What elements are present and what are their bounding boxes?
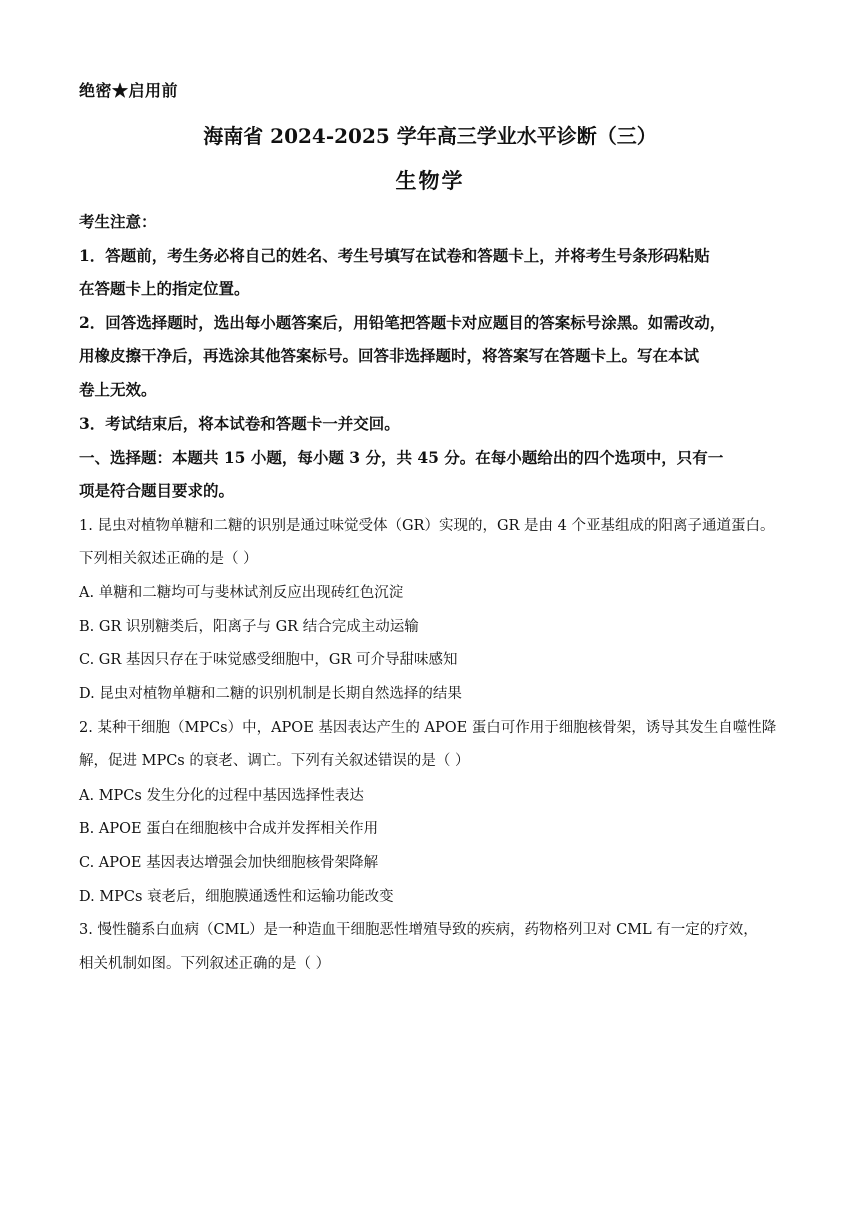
confidential-label: 绝密★启用前	[79, 81, 179, 100]
notice-item-2-line-3: 卷上无效。	[79, 380, 157, 399]
question-1-option-a: A. 单糖和二糖均可与斐林试剂反应出现砖红色沉淀	[79, 585, 404, 601]
question-3-stem-line-1: 3. 慢性髓系白血病（CML）是一种造血干细胞恶性增殖导致的疾病，药物格列卫对 CML 有一定的疗效，	[79, 922, 758, 938]
exam-title: 海南省 2024-2025 学年高三学业水平诊断（三）	[203, 124, 657, 148]
question-1-stem-line-1: 1. 昆虫对植物单糖和二糖的识别是通过味觉受体（GR）实现的，GR 是由 4 个亚基组成的阳离子通道蛋白。	[79, 518, 775, 534]
subject-title: 生物学	[395, 168, 465, 193]
section-heading-line-2: 项是符合题目要求的。	[79, 481, 235, 500]
question-2-option-d: D. MPCs 衰老后，细胞膜通透性和运输功能改变	[79, 889, 394, 905]
question-1-option-c: C. GR 基因只存在于味觉感受细胞中，GR 可介导甜味感知	[79, 652, 458, 668]
notice-item-2-line-2: 用橡皮擦干净后，再选涂其他答案标号。回答非选择题时，将答案写在答题卡上。写在本试	[79, 346, 700, 365]
question-2-option-a: A. MPCs 发生分化的过程中基因选择性表达	[79, 788, 364, 804]
question-2-stem-line-1: 2. 某种干细胞（MPCs）中，APOE 基因表达产生的 APOE 蛋白可作用于细胞核骨架，诱导其发生自噬性降	[79, 720, 777, 736]
question-1-option-b: B. GR 识别糖类后，阳离子与 GR 结合完成主动运输	[79, 619, 419, 635]
question-3-stem-line-2: 相关机制如图。下列叙述正确的是（ ）	[79, 956, 331, 972]
question-2-stem-line-2: 解，促进 MPCs 的衰老、调亡。下列有关叙述错误的是（ ）	[79, 753, 470, 769]
notice-item-3-line-1: 3．考试结束后，将本试卷和答题卡一并交回。	[79, 414, 400, 433]
section-heading-line-1: 一、选择题：本题共 15 小题，每小题 3 分，共 45 分。在每小题给出的四个选项中，只有一	[79, 448, 724, 467]
question-1-stem-line-2: 下列相关叙述正确的是（ ）	[79, 551, 258, 567]
notice-item-2-line-1: 2．回答选择题时，选出每小题答案后，用铅笔把答题卡对应题目的答案标号涂黑。如需改动，	[79, 313, 726, 332]
notice-heading: 考生注意：	[79, 212, 157, 231]
question-2-option-c: C. APOE 基因表达增强会加快细胞核骨架降解	[79, 855, 379, 871]
question-1-option-d: D. 昆虫对植物单糖和二糖的识别机制是长期自然选择的结果	[79, 686, 462, 702]
notice-item-1-line-1: 1．答题前，考生务必将自己的姓名、考生号填写在试卷和答题卡上，并将考生号条形码粘贴	[79, 246, 710, 265]
notice-item-1-line-2: 在答题卡上的指定位置。	[79, 279, 250, 298]
question-2-option-b: B. APOE 蛋白在细胞核中合成并发挥相关作用	[79, 821, 379, 837]
